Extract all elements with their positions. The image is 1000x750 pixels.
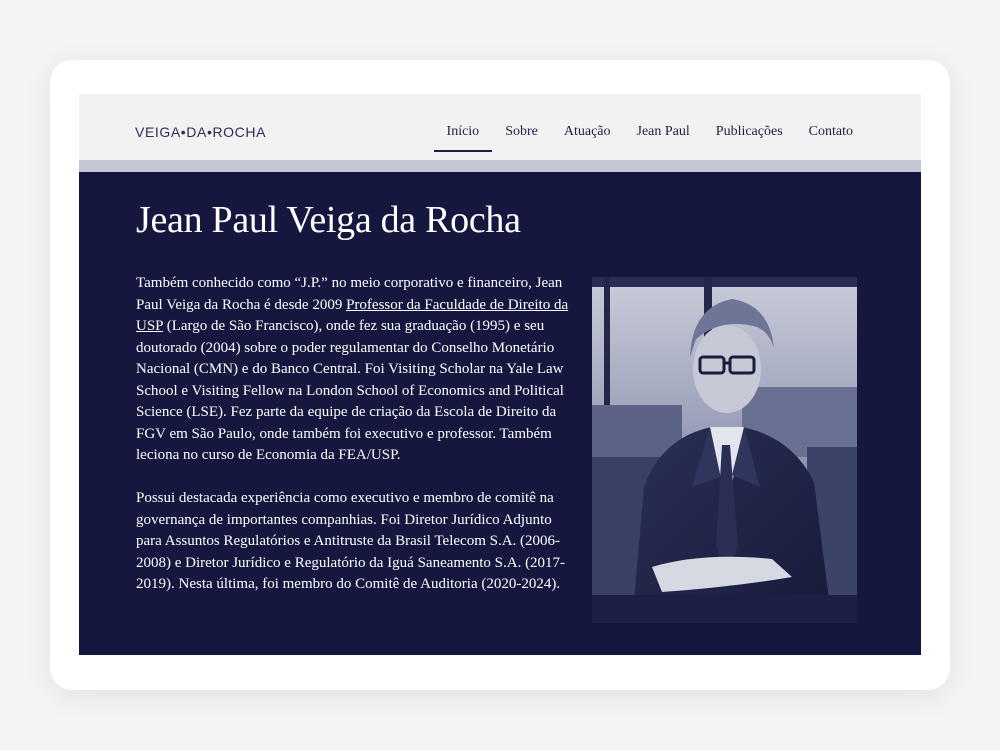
brand-logo[interactable]: VEIGA•DA•ROCHA [135,124,267,140]
nav-item-inicio[interactable]: Início [447,124,480,144]
nav-item-jean-paul[interactable]: Jean Paul [636,124,690,139]
bio-text [136,273,576,596]
faculdade-link[interactable]: Professor da Faculdade de Direito da USP [136,296,569,334]
header-divider [79,160,921,172]
portrait-photo [592,277,857,623]
site-header [79,94,921,160]
website-frame [79,94,921,655]
portrait-illustration [592,277,857,623]
nav-item-contato[interactable]: Contato [808,124,853,139]
page-title: Jean Paul Veiga da Rocha [136,199,521,241]
bio-paragraph-2: Possui destacada experiência como executivo e membro de comitê na governança de importantes companhias. Foi Diretor Jurídico Adjunto para Assuntos Regulatórios e Antitruste da Brasil Telecom S.A. (2006-2008) e Diretor Jurídico e Regulatório da Iguá Saneamento S.A. (2017-2019). Nesta última, foi membro do Comitê de Auditoria (2020-2024). [136,490,566,592]
bio-p1-end: (Largo de São Francisco), onde fez sua graduação (1995) e seu doutorado (2004) sobre o poder regulamentar do Conselho Monetário Nacional (CMN) e do Banco Central. Foi Visiting Scholar na Yale Law School e Visiting Fellow na London School of Economics and Political Science (LSE). Fez parte da equipe de criação da Escola de Direito da FGV em São Paulo, onde também foi executivo e professor. Também leciona no curso de Economia da FEA/USP. [136,318,564,463]
nav-item-sobre[interactable]: Sobre [505,124,538,139]
nav-item-atuacao[interactable]: Atuação [563,124,611,139]
bio-p1-start: Também conhecido como “J.P.” no meio corporativo e financeiro, Jean Paul Veiga da Rocha é desde 2009 [136,275,563,313]
nav-item-publicacoes[interactable]: Publicações [715,124,783,139]
bio-paragraph-1 [136,273,576,467]
main-nav [421,124,853,144]
